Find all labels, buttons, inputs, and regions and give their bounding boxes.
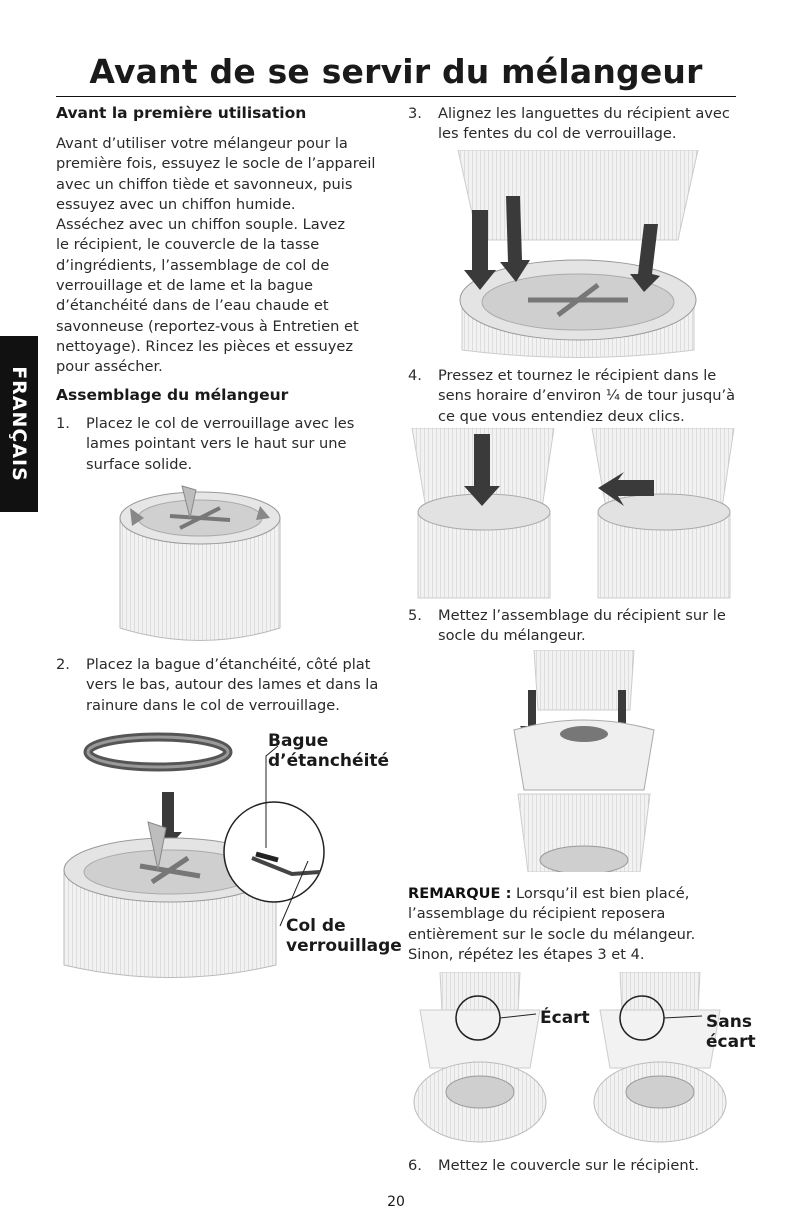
step-line: Pressez et tournez le récipient dans le — [438, 367, 717, 384]
paragraph-line: essuyez avec un chiffon humide. — [56, 195, 296, 213]
jar-on-base-illustration — [504, 650, 664, 872]
first-use-paragraph — [56, 134, 386, 378]
page-number: 20 — [387, 1194, 405, 1210]
step-line: ce que vous entendiez deux clics. — [438, 407, 685, 425]
step-1 — [56, 414, 386, 478]
gasket-label — [268, 731, 389, 771]
step-number: 1. — [56, 415, 70, 432]
step-line: vers le bas, autour des lames et dans la — [86, 676, 379, 694]
paragraph-line: savonneuse (reportez-vous à Entretien et — [56, 317, 359, 335]
collar-label — [286, 916, 402, 956]
no-gap-label-line: écart — [706, 1032, 756, 1052]
step-3 — [408, 104, 748, 148]
paragraph-line: d’ingrédients, l’assemblage de col de — [56, 256, 330, 274]
step-4 — [408, 366, 748, 430]
note-line: Sinon, répétez les étapes 3 et 4. — [408, 945, 645, 963]
step-5 — [408, 606, 748, 650]
paragraph-line: pour assécher. — [56, 358, 163, 376]
note-line: entièrement sur le socle du mélangeur. — [408, 925, 696, 943]
note-block — [408, 884, 748, 965]
paragraph-line: Avant d’utiliser votre mélangeur pour la — [56, 135, 348, 152]
note-line: Lorsqu’il est bien placé, — [516, 885, 690, 902]
paragraph-line: Asséchez avec un chiffon souple. Lavez — [56, 216, 345, 234]
twist-jar-illustration — [404, 428, 744, 604]
collar-label-line: verrouillage — [286, 936, 402, 956]
paragraph-line: verrouillage et de lame et la bague — [56, 277, 313, 295]
paragraph-line: première fois, essuyez le socle de l’appareil — [56, 155, 376, 173]
title-rule — [56, 96, 736, 97]
step-line: Placez la bague d’étanchéité, côté plat — [86, 656, 371, 673]
step-2 — [56, 655, 386, 719]
paragraph-line: le récipient, le couvercle de la tasse — [56, 236, 320, 254]
step-line: Mettez l’assemblage du récipient sur le — [438, 607, 726, 624]
gap-comparison-illustration — [410, 972, 730, 1148]
step-line: Mettez le couvercle sur le récipient. — [438, 1157, 699, 1174]
collar-label-line: Col de — [286, 916, 346, 936]
step-line: sens horaire d’environ ¼ de tour jusqu’à — [438, 387, 736, 405]
step-line: les fentes du col de verrouillage. — [438, 125, 677, 143]
gasket-label-line: Bague — [268, 731, 329, 751]
paragraph-line: nettoyage). Rincez les pièces et essuyez — [56, 337, 354, 355]
note-label: REMARQUE : — [408, 885, 512, 902]
step-number: 2. — [56, 656, 70, 673]
paragraph-line: d’étanchéité dans de l’eau chaude et — [56, 297, 329, 315]
step-line: rainure dans le col de verrouillage. — [86, 696, 340, 714]
collar-illustration — [110, 478, 290, 648]
paragraph-line: avec un chiffon tiède et savonneux, puis — [56, 175, 353, 193]
note-line: l’assemblage du récipient reposera — [408, 905, 666, 923]
no-gap-label-line: Sans — [706, 1012, 752, 1032]
step-line: Alignez les languettes du récipient avec — [438, 105, 730, 122]
step-6 — [408, 1156, 748, 1178]
step-line: lames pointant vers le haut sur une — [86, 435, 347, 453]
step-number: 5. — [408, 607, 422, 624]
step-line: socle du mélangeur. — [438, 627, 586, 645]
language-tab-label: FRANÇAIS — [8, 366, 30, 482]
step-number: 6. — [408, 1157, 422, 1174]
language-tab — [0, 336, 38, 512]
align-jar-illustration — [448, 150, 708, 360]
section-heading-assembly: Assemblage du mélangeur — [56, 386, 289, 404]
step-number: 3. — [408, 105, 422, 122]
gasket-label-line: d’étanchéité — [268, 751, 390, 771]
gap-label: Écart — [540, 1008, 590, 1028]
section-heading-first-use: Avant la première utilisation — [56, 104, 307, 122]
step-line: surface solide. — [86, 455, 193, 473]
step-line: Placez le col de verrouillage avec les — [86, 415, 355, 432]
step-number: 4. — [408, 367, 422, 384]
no-gap-label — [706, 1012, 756, 1052]
page-title: Avant de se servir du mélangeur — [89, 52, 703, 91]
